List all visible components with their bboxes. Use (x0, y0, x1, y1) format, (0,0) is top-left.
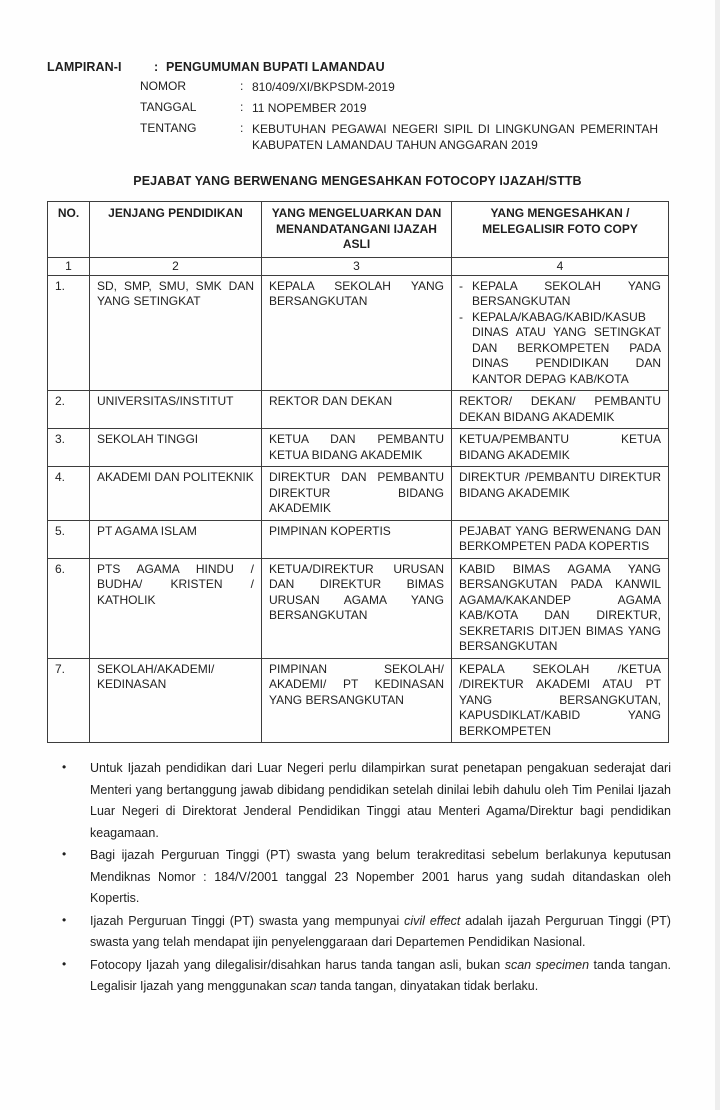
row-number-cell: 6. (48, 558, 90, 658)
table-row (48, 275, 669, 391)
bullet-marker: • (62, 956, 67, 971)
column-header: YANG MENGELUARKAN DAN MENANDATANGANI IJAZAH ASLI (262, 202, 452, 258)
scan-edge-shade (715, 0, 720, 1110)
note-item (47, 955, 671, 998)
dash-list-item (459, 310, 661, 388)
column-number-cell: 2 (90, 257, 262, 275)
pengesah-cell: KETUA/PEMBANTU KETUA BIDANG AKADEMIK (452, 429, 669, 467)
meta-value: 11 NOPEMBER 2019 (252, 101, 367, 115)
penerbit-cell: KETUA DAN PEMBANTU KETUA BIDANG AKADEMIK (262, 429, 452, 467)
pengesah-cell: DIREKTUR /PEMBANTU DIREKTUR BIDANG AKADEMIK (452, 467, 669, 521)
document-header (47, 60, 668, 153)
meta-label: TENTANG (140, 121, 197, 135)
pengesah-cell: KABID BIMAS AGAMA YANG BERSANGKUTAN PADA KANWIL AGAMA/KAKANDEP AGAMA KAB/KOTA DAN DIREKTUR, SEKRETARIS DITJEN BIMAS YANG BERSANGKUTAN (452, 558, 669, 658)
note-item (47, 911, 671, 954)
note-segment: Fotocopy Ijazah yang dilegalisir/disahkan harus tanda tangan asli, bukan (90, 957, 505, 972)
note-text (90, 848, 671, 905)
penerbit-cell: REKTOR DAN DEKAN (262, 391, 452, 429)
meta-row (140, 121, 668, 153)
dash-item-text: KEPALA/KABAG/KABID/KASUB DINAS ATAU YANG SETINGKAT DAN BERKOMPETEN PADA DINAS PENDIDIKAN DAN KANTOR DEPAG KAB/KOTA (472, 309, 661, 386)
row-number-cell: 4. (48, 467, 90, 521)
note-text (90, 958, 671, 994)
meta-row (140, 79, 668, 95)
dash-list-item (459, 279, 661, 310)
row-number-cell: 7. (48, 658, 90, 743)
meta-colon: : (240, 121, 244, 135)
pengesah-cell (452, 275, 669, 391)
penerbit-cell: KETUA/DIREKTUR URUSAN DAN DIREKTUR BIMAS URUSAN AGAMA YANG BERSANGKUTAN (262, 558, 452, 658)
note-italic-segment: civil effect (404, 913, 461, 928)
column-header: JENJANG PENDIDIKAN (90, 202, 262, 258)
note-segment: Untuk Ijazah pendidikan dari Luar Negeri perlu dilampirkan surat penetapan pengakuan sederajat dari Menteri yang bertanggung jawab dibidang pendidikan setelah dinilai lebih dahulu oleh Tim Penilai Ijazah Luar Negeri di Direktorat Jenderal Pendidikan Tinggi atau Menteri Agama/Direktur bagi pendidikan keagamaan. (90, 761, 671, 840)
note-segment: Bagi ijazah Perguruan Tinggi (PT) swasta yang belum terakreditasi sebelum berlakunya keputusan Mendiknas Nomor : 184/V/2001 tanggal 23 Nopember 2001 harus yang sudah ditandaskan oleh Kopertis. (90, 848, 671, 905)
lampiran-label: LAMPIRAN-I (47, 60, 122, 74)
dash-marker: - (459, 309, 463, 324)
meta-row (140, 100, 668, 116)
column-number-cell: 1 (48, 257, 90, 275)
meta-label: TANGGAL (140, 100, 197, 114)
jenjang-cell: SD, SMP, SMU, SMK DAN YANG SETINGKAT (90, 275, 262, 391)
note-segment: tanda tangan. Legalisir Ijazah yang menggunakan (90, 957, 672, 993)
meta-label: NOMOR (140, 79, 186, 93)
jenjang-cell: AKADEMI DAN POLITEKNIK (90, 467, 262, 521)
meta-value: 810/409/XI/BKPSDM-2019 (252, 80, 395, 94)
row-number-cell: 5. (48, 520, 90, 558)
bullet-marker: • (62, 912, 67, 927)
lampiran-colon: : (154, 60, 159, 74)
row-number-cell: 3. (48, 429, 90, 467)
table-row (48, 658, 669, 743)
page-title: PEJABAT YANG BERWENANG MENGESAHKAN FOTOCOPY IJAZAH/STTB (133, 174, 582, 188)
penerbit-cell: DIREKTUR DAN PEMBANTU DIREKTUR BIDANG AKADEMIK (262, 467, 452, 521)
row-number-cell: 1. (48, 275, 90, 391)
penerbit-cell: KEPALA SEKOLAH YANG BERSANGKUTAN (262, 275, 452, 391)
column-number-cell: 4 (452, 257, 669, 275)
column-number-cell: 3 (262, 257, 452, 275)
column-header: NO. (48, 202, 90, 258)
meta-colon: : (240, 100, 244, 114)
note-item (47, 845, 671, 910)
pengesah-cell: PEJABAT YANG BERWENANG DAN BERKOMPETEN PADA KOPERTIS (452, 520, 669, 558)
lampiran-value: PENGUMUMAN BUPATI LAMANDAU (166, 60, 385, 74)
jenjang-cell: SEKOLAH TINGGI (90, 429, 262, 467)
notes-list (47, 758, 671, 998)
note-segment: adalah ijazah Perguruan Tinggi (PT) swasta yang telah mendapat ijin penyelenggaraan dari Departemen Pendidikan Nasional. (90, 913, 671, 949)
note-text (90, 914, 671, 950)
jenjang-cell: UNIVERSITAS/INSTITUT (90, 391, 262, 429)
note-italic-segment: scan specimen (504, 957, 590, 972)
jenjang-cell: PTS AGAMA HINDU / BUDHA/ KRISTEN / KATHOLIK (90, 558, 262, 658)
note-text (90, 761, 671, 840)
note-segment: tanda tangan, dinyatakan tidak berlaku. (316, 979, 539, 993)
doc-meta (47, 79, 668, 153)
penerbit-cell: PIMPINAN SEKOLAH/ AKADEMI/ PT KEDINASAN YANG BERSANGKUTAN (262, 658, 452, 743)
table-row (48, 391, 669, 429)
pengesah-cell: KEPALA SEKOLAH /KETUA /DIREKTUR AKADEMI ATAU PT YANG BERSANGKUTAN, KAPUSDIKLAT/KABID YANG BERKOMPETEN (452, 658, 669, 743)
table-row (48, 558, 669, 658)
note-item (47, 758, 671, 844)
penerbit-cell: PIMPINAN KOPERTIS (262, 520, 452, 558)
dash-item-text: KEPALA SEKOLAH YANG BERSANGKUTAN (472, 278, 661, 308)
authority-table (47, 201, 669, 743)
dash-marker: - (459, 278, 463, 293)
table-row (48, 520, 669, 558)
column-header: YANG MENGESAHKAN / MELEGALISIR FOTO COPY (452, 202, 669, 258)
table-row (48, 467, 669, 521)
lampiran-row (47, 60, 668, 74)
table-number-row (48, 257, 669, 275)
note-italic-segment: scan (290, 979, 317, 993)
jenjang-cell: PT AGAMA ISLAM (90, 520, 262, 558)
jenjang-cell: SEKOLAH/AKADEMI/ KEDINASAN (90, 658, 262, 743)
table-header-row (48, 202, 669, 258)
row-number-cell: 2. (48, 391, 90, 429)
table-row (48, 429, 669, 467)
note-segment: Ijazah Perguruan Tinggi (PT) swasta yang mempunyai (90, 913, 405, 928)
table-body (48, 275, 669, 743)
bullet-marker: • (62, 847, 67, 861)
meta-colon: : (240, 79, 244, 93)
meta-value: KEBUTUHAN PEGAWAI NEGERI SIPIL DI LINGKUNGAN PEMERINTAH KABUPATEN LAMANDAU TAHUN ANGGARAN 2019 (252, 122, 658, 152)
bullet-marker: • (62, 760, 67, 774)
pengesah-cell: REKTOR/ DEKAN/ PEMBANTU DEKAN BIDANG AKADEMIK (452, 391, 669, 429)
